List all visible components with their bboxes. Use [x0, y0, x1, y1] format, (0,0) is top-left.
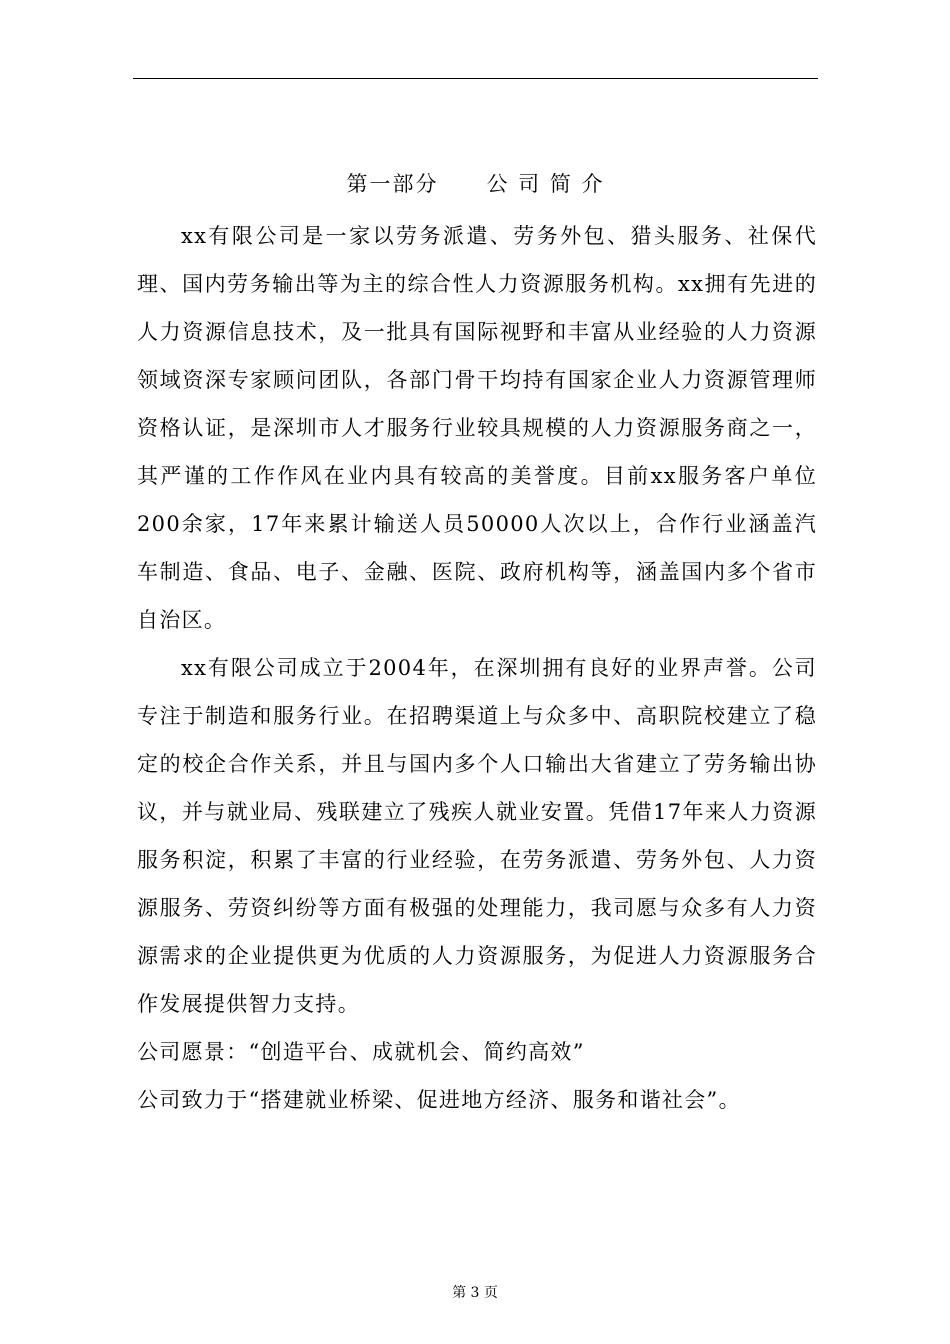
section-title	[133, 168, 818, 200]
paragraph-company-overview: xx有限公司是一家以劳务派遣、劳务外包、猎头服务、社保代理、国内劳务输出等为主的综合性人力资源服务机构。xx拥有先进的人力资源信息技术，及一批具有国际视野和丰富从业经验的人力资源领域资深专家顾问团队，各部门骨干均持有国家企业人力资源管理师资格认证，是深圳市人才服务行业较具规模的人力资源服务商之一，其严谨的工作作风在业内具有较高的美誉度。目前xx服务客户单位200余家，17年来累计输送人员50000人次以上，合作行业涵盖汽车制造、食品、电子、金融、医院、政府机构等，涵盖国内多个省市自治区。	[137, 224, 817, 632]
company-vision: 公司愿景：“创造平台、成就机会、简约高效”	[137, 1040, 585, 1064]
body-text	[137, 212, 817, 1124]
section-heading: 公 司 简 介	[486, 172, 605, 196]
company-mission: 公司致力于“搭建就业桥梁、促进地方经济、服务和谐社会”。	[137, 1088, 741, 1112]
section-part-label: 第一部分	[346, 172, 439, 196]
page-footer	[0, 1283, 950, 1303]
page-number: 第 3 页	[452, 1285, 498, 1301]
paragraph-company-history: xx有限公司成立于2004年，在深圳拥有良好的业界声誉。公司专注于制造和服务行业。在招聘渠道上与众多中、高职院校建立了稳定的校企合作关系，并且与国内多个人口输出大省建立了劳务输出协议，并与就业局、残联建立了残疾人就业安置。凭借17年来人力资源服务积淀，积累了丰富的行业经验，在劳务派遣、劳务外包、人力资源服务、劳资纠纷等方面有极强的处理能力，我司愿与众多有人力资源需求的企业提供更为优质的人力资源服务，为促进人力资源服务合作发展提供智力支持。	[137, 656, 817, 1016]
header-rule	[133, 78, 818, 79]
